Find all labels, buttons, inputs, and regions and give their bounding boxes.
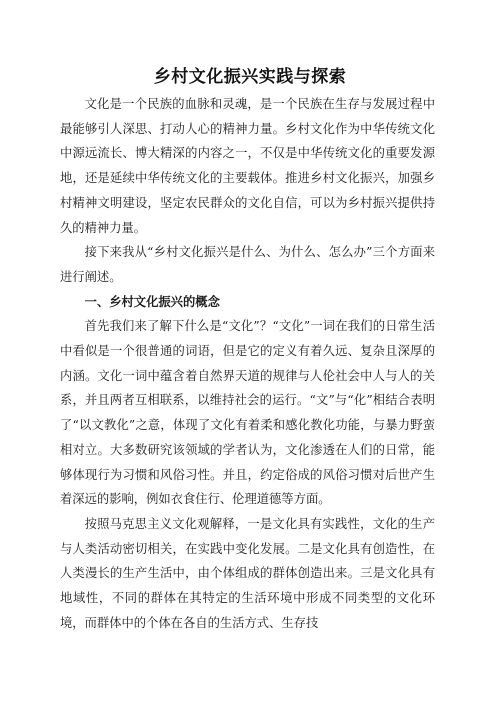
outline-paragraph: 接下来我从“乡村文化振兴是什么、为什么、怎么办”三个方面来进行阐述。	[60, 245, 435, 284]
marxist-view-paragraph: 按照马克思主义文化观解释，一是文化具有实践性，文化的生产与人类活动密切相关，在实践中变化发展。二是文化具有创造性，在人类漫长的生产生活中，由个体组成的群体创造出来。三是文化具有地域性，不同的群体在其特定的生活环境中形成不同类型的文化环境，而群体中的个体在各自的生活方式、生存技	[60, 516, 435, 630]
intro-paragraph: 文化是一个民族的血脉和灵魂，是一个民族在生存与发展过程中最能够引人深思、打动人心的精神力量。乡村文化作为中华传统文化中源远流长、博大精深的内容之一，不仅是中华传统文化的重要发源地，还是延续中华传统文化的主要载体。推进乡村文化振兴，加强乡村精神文明建设，坚定农民群众的文化自信，可以为乡村振兴提供持久的精神力量。	[60, 97, 435, 235]
section-heading: 一、乡村文化振兴的概念	[84, 294, 220, 309]
culture-definition-paragraph: 首先我们来了解下什么是“文化”？“文化”一词在我们的日常生活中看似是一个很普通的词语，但是它的定义有着久远、复杂且深厚的内涵。文化一词中蕴含着自然界天道的规律与人伦社会中人与人的关系，并且两者互相联系，以维持社会的运行。“文”与“化”相结合表明了“以文教化”之意，体现了文化有着柔和感化教化功能，与暴力野蛮相对立。大多数研究该领域的学者认为，文化渗透在人们的日常，能够体现行为习惯和风俗习性。并且，约定俗成的风俗习惯对后世产生着深远的影响，例如衣食住行、伦理道德等方面。	[60, 319, 435, 507]
document-body	[60, 92, 435, 635]
document-title: 乡村文化振兴实践与探索	[153, 67, 347, 87]
